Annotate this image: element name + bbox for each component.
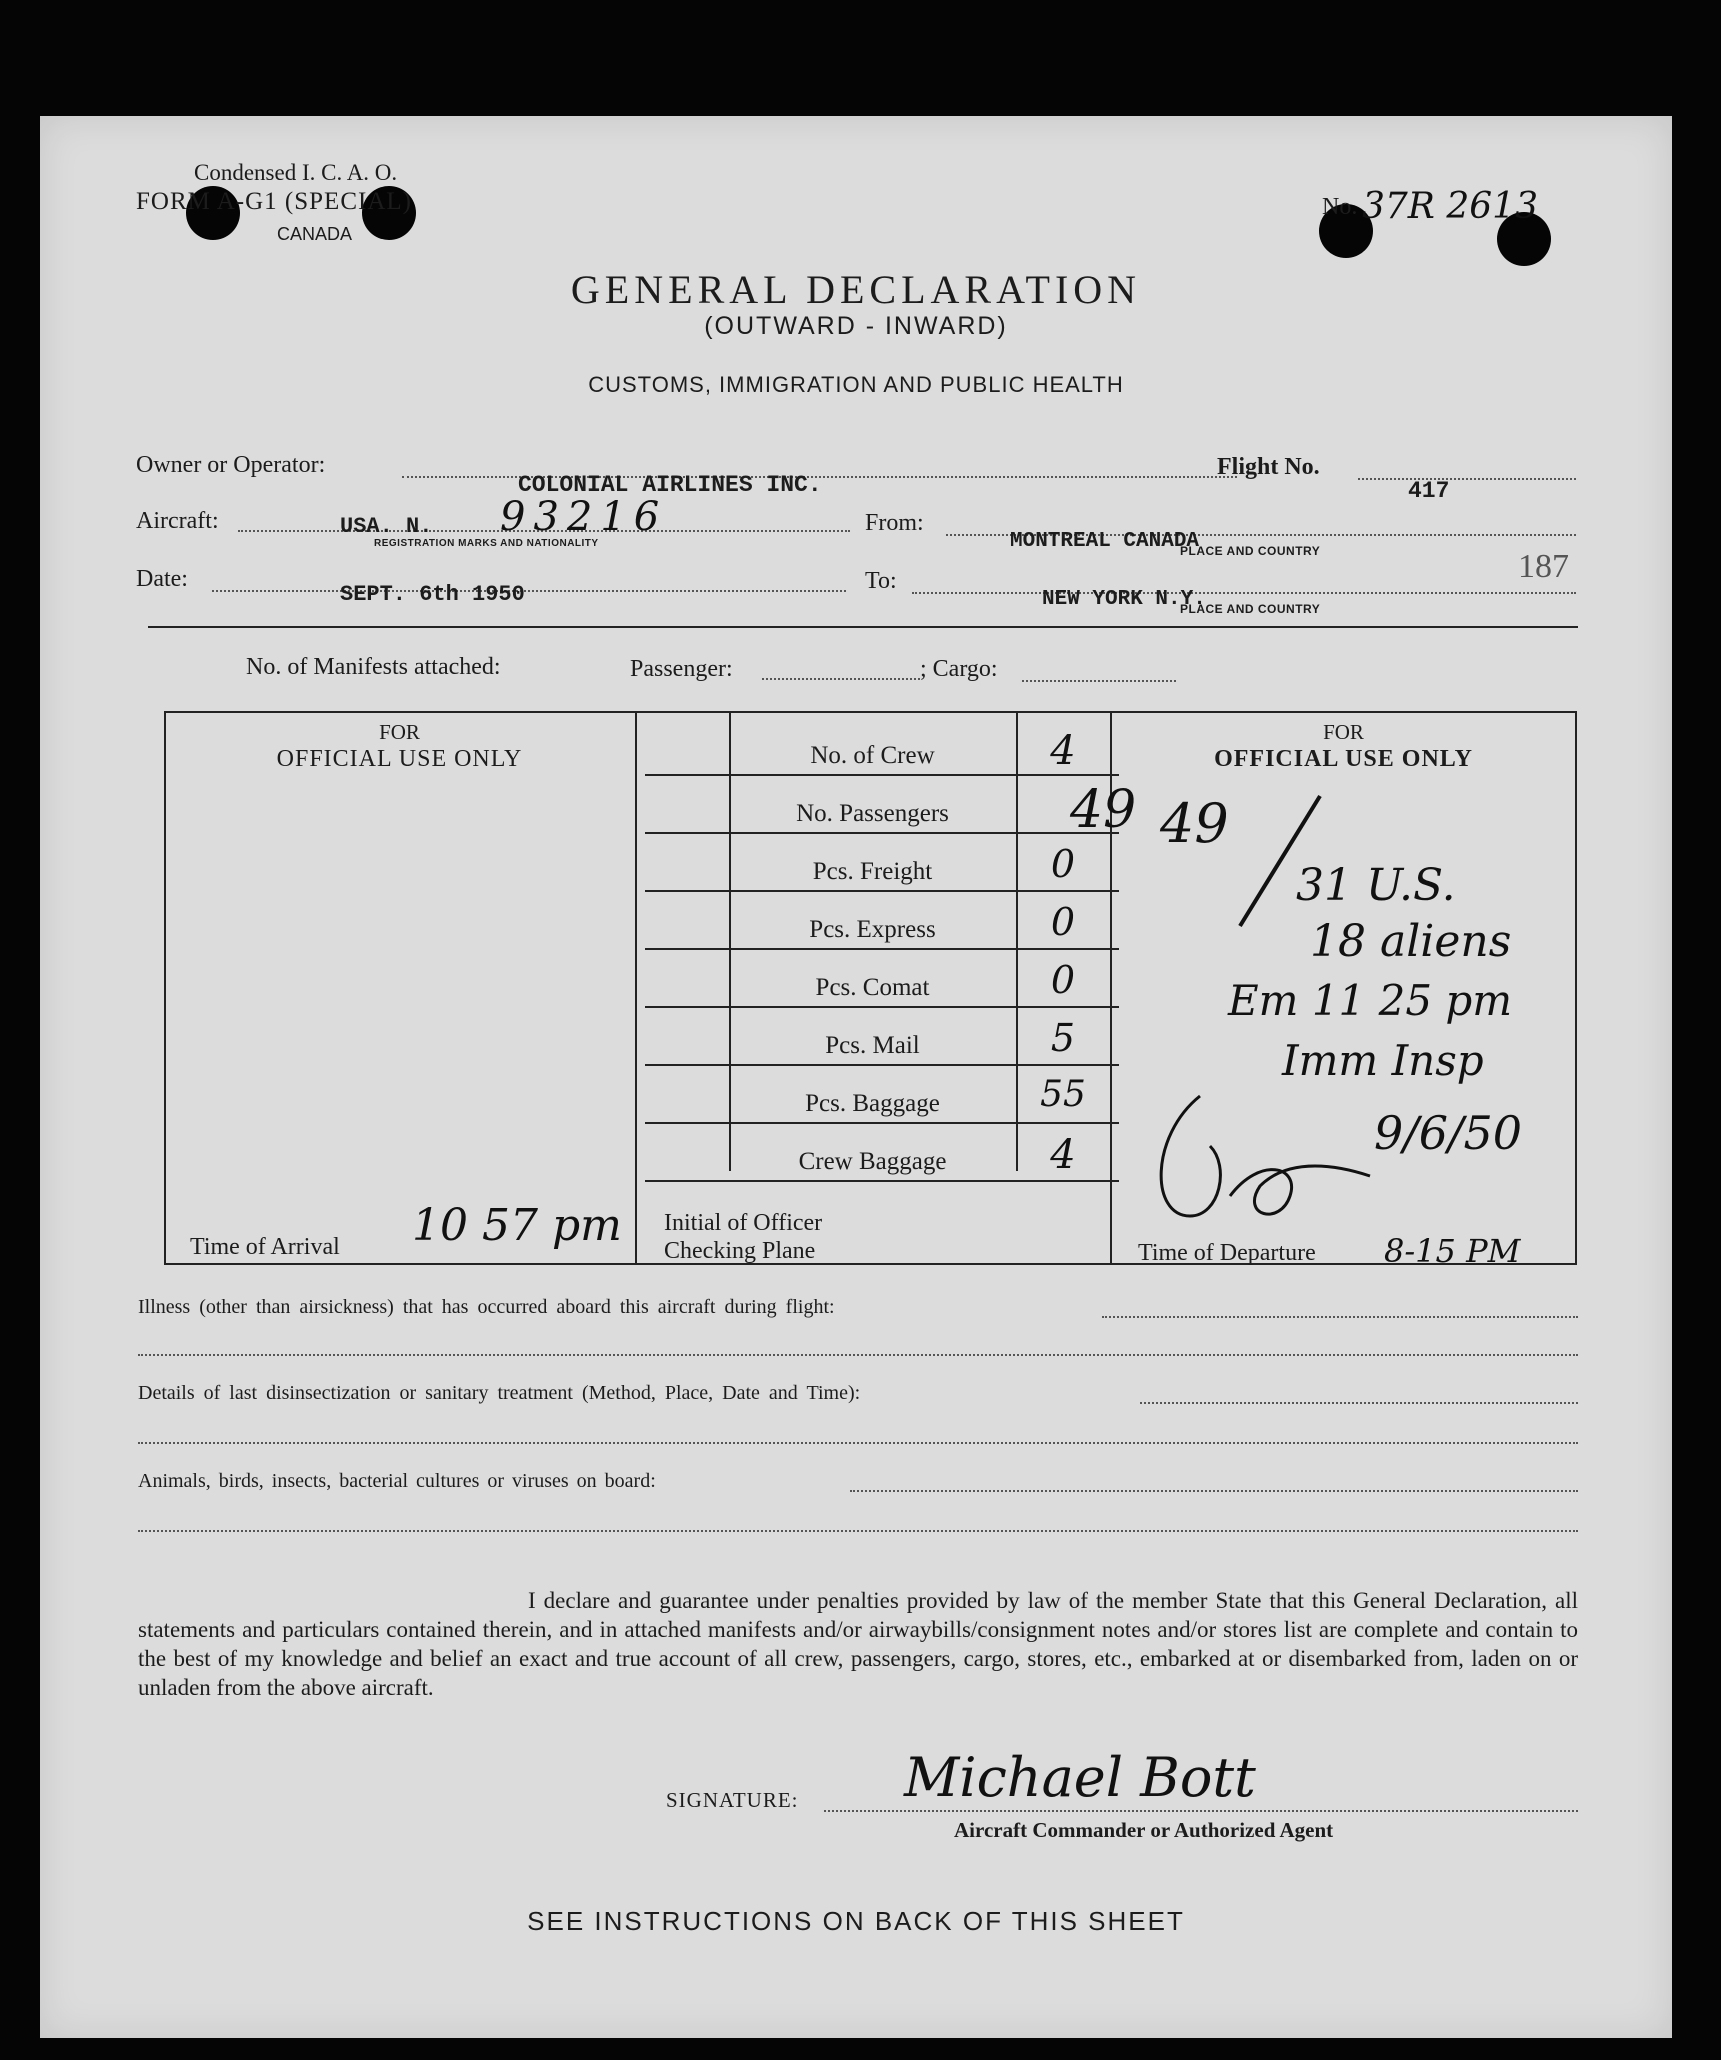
passenger-manifest-line: [762, 678, 920, 680]
aircraft-registration: 93216: [500, 494, 668, 540]
table-row-value: 49: [1070, 780, 1137, 840]
illness-line-2: [138, 1354, 1578, 1356]
to-value: NEW YORK N.Y.: [1042, 588, 1206, 611]
cargo-manifest-label: ; Cargo:: [920, 656, 998, 682]
illness-label: Illness (other than airsickness) that has occurred aboard this aircraft during flight:: [138, 1296, 835, 1318]
initial-officer-label: Initial of Officer: [664, 1210, 823, 1236]
form-country-label: CANADA: [277, 224, 353, 244]
date-value: SEPT. 6th 1950: [340, 582, 525, 607]
time-of-departure-label: Time of Departure: [1138, 1240, 1316, 1266]
time-of-arrival-label: Time of Arrival: [190, 1234, 340, 1260]
from-label: From:: [865, 510, 924, 536]
form-number-label: No.: [1322, 194, 1358, 220]
to-line: [912, 592, 1576, 594]
official-use-left-heading: FOR: [379, 720, 420, 744]
table-row-label: Pcs. Baggage: [805, 1090, 940, 1117]
animals-line-2: [138, 1530, 1578, 1532]
table-row-label: Pcs. Mail: [825, 1032, 920, 1059]
flight-label: Flight No.: [1217, 454, 1320, 480]
row-divider: [645, 890, 1119, 892]
declaration-sheet: [40, 116, 1672, 2038]
table-row-label: Pcs. Freight: [812, 858, 933, 885]
signature-caption: Aircraft Commander or Authorized Agent: [954, 1818, 1334, 1842]
cargo-manifest-line: [1022, 680, 1176, 682]
owner-value: COLONIAL AIRLINES INC.: [518, 472, 822, 498]
time-of-departure-value: 8-15 PM: [1384, 1232, 1521, 1270]
stamp-number: 187: [1518, 548, 1569, 585]
official-use-right-title: OFFICIAL USE ONLY: [1214, 746, 1473, 772]
table-row-label: Pcs. Express: [809, 916, 936, 943]
aircraft-label: Aircraft:: [136, 508, 219, 534]
table-row-value: 4: [1050, 728, 1076, 774]
form-condensed-label: Condensed I. C. A. O.: [194, 160, 398, 185]
row-divider: [645, 948, 1119, 950]
table-col-divider: [635, 711, 637, 1265]
flight-value: 417: [1408, 478, 1450, 504]
official-use-left-title: OFFICIAL USE ONLY: [276, 746, 523, 772]
table-row-label: Pcs. Comat: [815, 974, 930, 1001]
table-row-label: Crew Baggage: [798, 1148, 947, 1175]
official-note-us: 31 U.S.: [1296, 860, 1456, 911]
illness-line: [1102, 1316, 1578, 1318]
declaration-text: I declare and guarantee under penalties provided by law of the member State that this General Declaration, all statements and particulars contained therein, and in attached manifests and/or airwaybills/consignment notes and/or stores list are complete and contain to the best of my knowledge and belief an exact and true account of all crew, passengers, cargo, stores, etc., embarked at or disembarked from, laden on or unladen from the above aircraft.: [138, 1588, 1578, 1700]
row-divider: [645, 1064, 1119, 1066]
disinsectization-line-2: [138, 1442, 1578, 1444]
table-row-value: 0: [1050, 842, 1076, 886]
from-caption: PLACE AND COUNTRY: [1180, 544, 1321, 558]
time-of-arrival-value: 10 57 pm: [412, 1200, 622, 1251]
to-caption: PLACE AND COUNTRY: [1180, 602, 1321, 616]
checking-plane-label: Checking Plane: [664, 1238, 816, 1264]
official-note-date: 9/6/50: [1374, 1106, 1523, 1160]
official-note-time: Em 11 25 pm: [1228, 976, 1513, 1025]
instructions-footer: SEE INSTRUCTIONS ON BACK OF THIS SHEET: [527, 1906, 1185, 1936]
row-divider: [645, 1006, 1119, 1008]
date-line: [212, 590, 846, 592]
table-row-value: 55: [1040, 1074, 1086, 1115]
animals-line: [850, 1490, 1578, 1492]
date-label: Date:: [136, 566, 188, 592]
official-use-right-heading: FOR: [1323, 720, 1364, 744]
signature-line: [824, 1810, 1578, 1812]
aircraft-caption: REGISTRATION MARKS AND NATIONALITY: [374, 538, 599, 549]
signature-value: Michael Bott: [904, 1746, 1256, 1809]
table-row-value: 4: [1050, 1132, 1076, 1178]
flight-line: [1358, 478, 1576, 480]
table-row-value: 5: [1050, 1016, 1076, 1060]
disinsectization-line: [1140, 1402, 1578, 1404]
page-subtitle: (OUTWARD - INWARD): [704, 312, 1008, 340]
row-divider: [645, 1180, 1119, 1182]
section-divider: [148, 626, 1578, 628]
official-note-aliens: 18 aliens: [1310, 916, 1512, 967]
form-number-value: 37R 2613: [1362, 186, 1538, 227]
owner-label: Owner or Operator:: [136, 452, 326, 478]
table-row-value: 0: [1050, 958, 1076, 1002]
row-divider: [645, 832, 1119, 834]
form-code-label: FORM A-G1 (SPECIAL): [136, 188, 412, 215]
table-row-label: No. of Crew: [810, 742, 935, 769]
row-divider: [645, 1122, 1119, 1124]
to-label: To:: [865, 568, 897, 594]
department-title: CUSTOMS, IMMIGRATION AND PUBLIC HEALTH: [588, 372, 1124, 397]
passenger-manifest-label: Passenger:: [630, 656, 733, 682]
disinsectization-label: Details of last disinsectization or sanitary treatment (Method, Place, Date and Time):: [138, 1382, 861, 1404]
official-note-passengers: 49: [1160, 792, 1229, 855]
signature-label: SIGNATURE:: [666, 1788, 799, 1812]
manifests-label: No. of Manifests attached:: [246, 654, 501, 680]
row-divider: [645, 774, 1119, 776]
official-note-inspector: Imm Insp: [1282, 1036, 1484, 1085]
table-row-label: No. Passengers: [796, 800, 949, 827]
page-title: GENERAL DECLARATION: [570, 267, 1142, 312]
officer-initials-scribble: [1140, 1076, 1400, 1236]
animals-label: Animals, birds, insects, bacterial cultures or viruses on board:: [138, 1470, 656, 1492]
table-row-value: 0: [1050, 900, 1076, 944]
from-value: MONTREAL CANADA: [1010, 530, 1200, 553]
aircraft-prefix: USA. N.: [340, 514, 433, 539]
